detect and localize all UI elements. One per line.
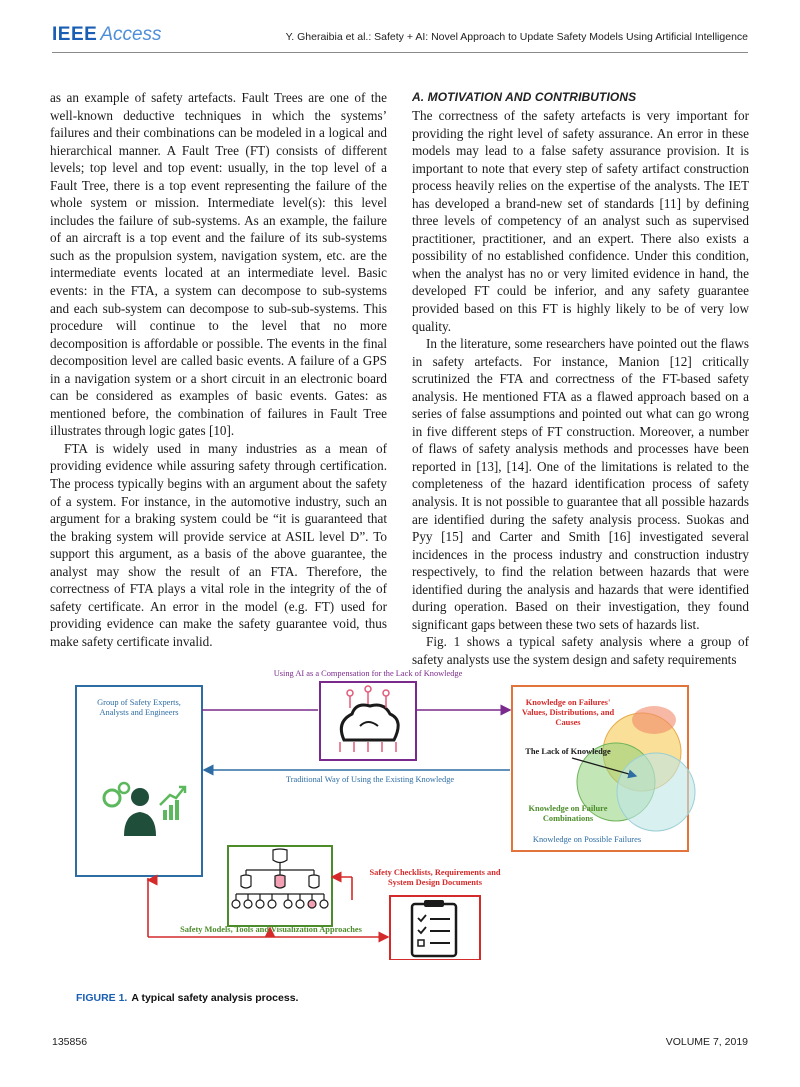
experts-label: Group of Safety Experts, Analysts and Engineers <box>97 698 181 717</box>
right-column <box>412 89 749 669</box>
left-column <box>50 89 387 651</box>
venn-top-region <box>632 706 676 734</box>
figure-1 <box>60 660 753 960</box>
documents-label: Safety Checklists, Requirements and System Design Documents <box>369 868 501 887</box>
page-number: 135856 <box>52 1036 88 1048</box>
paragraph: as an example of safety artefacts. Fault Trees are one of the well-known deductive techniques in which the systems’ failures and their combinations can be modeled in a logical and hierarchical manner. A Fault Tree (FT) consists of different levels; top level and top event: usually, in the top level of a Fault Tree, there is a top event representing the failure of the whole system or mission. Intermediate level(s): this level includes the failure of sub-systems. As an example, the failure of an aircraft is a top event and the failure of its sub-systems such as the propulsion system, navigation system, etc. are the intermediate events located at an intermediate level. Basic events: in the FTA, a system can decompose to sub-systems and each sub-system can decompose to sub-sub-systems. This procedure will continue to the level that no more decomposition is affordable or possible. The events in the final decomposition level are called basic events. A failure of a GPS in a navigation system or a short circuit in an electronic board can be considered as examples of basic events. Gates: as mentioned before, the combination of failures in Fault Tree illustrates through logic gates [10]. <box>50 90 387 439</box>
running-title: Y. Gheraibia et al.: Safety + AI: Novel Approach to Update Safety Models Using Artificial Intelligence <box>285 31 748 43</box>
paragraph: The correctness of the safety artefacts is very important for providing the right level of safety assurance. An error in these models may lead to a false safety assurance provision. It is important to note that every step of safety artifact construction process heavily relies on the expertise of the analysts. The IET has developed a brand-new set of standards [11] by defining three levels of competency of an analyst such as supervised practitioner, practitioner, and an expert. There also exists a possibility of no established confidence. Under this condition, when the analyst has no or very limited evidence in hand, the developed FT could be inferior, and any safety guarantee provided based on this FT is highly likely to be of very low quality. <box>412 108 749 334</box>
ai-label: Using AI as a Compensation for the Lack of Knowledge <box>273 669 463 678</box>
paragraph: Fig. 1 shows a typical safety analysis where a group of safety analysts use the system design and safety requirements <box>412 634 749 667</box>
header-rule <box>52 52 748 53</box>
journal-logo-ieee: IEEE <box>52 24 98 45</box>
journal-logo-access: Access <box>100 24 162 45</box>
section-heading: A. MOTIVATION AND CONTRIBUTIONS <box>412 90 637 104</box>
models-label: Safety Models, Tools and Visualization Approaches <box>180 925 362 934</box>
venn-label-values: Knowledge on Failures' Values, Distributions, and Causes <box>521 698 615 727</box>
venn-circle-possible <box>617 753 695 831</box>
traditional-label: Traditional Way of Using the Existing Knowledge <box>285 775 455 784</box>
paragraph: In the literature, some researchers have pointed out the flaws in safety artefacts. For instance, Manion [12] critically scrutinized the FTA and correctness of the FT-based safety analysis. He mentioned FTA as a flawed approach based on a series of false assumptions and pointed out what can go wrong in five different steps of FT construction. Moreover, a number of flaws of safety analysis methods and processes have been reported in [13], [14]. One of the limitations is related to the completeness of the hazard identification process of safety analysis. It is not possible to guarantee that all possible hazards are identified during the safety analysis process. Suokas and Pyy [15] and Carter and Smith [16] investigated several incidences in the process industry and construction industry respectively, to find the relation between hazards that were identified during the analysis and hazards that were identified during operation. Based on their investigation, they found significant gaps between these two sets of hazards list. <box>412 336 749 632</box>
checklist-icon <box>412 900 456 956</box>
caption-text: A typical safety analysis process. <box>131 992 299 1004</box>
volume-label: VOLUME 7, 2019 <box>665 1036 748 1048</box>
venn-label-combinations: Knowledge on Failure Combinations <box>528 804 608 823</box>
paragraph: FTA is widely used in many industries as a mean of providing evidence while assuring safety through certification. The process typically begins with an argument about the safety of a system. For instance, in the automotive industry, such an argument for a braking system could be “it is guaranteed that the braking system will provide service at ASIL level D”. To support this argument, as a basis of the above guarantee, the analyst may show the result of an FTA. Therefore, the correctness of FTA plays a vital role in the integrity of the of safety certificate. An error in the model (e.g. FT) used for providing evidence can make the safety guarantee void, thus make safety certificate invalid. <box>50 440 387 649</box>
venn-label-possible: Knowledge on Possible Failures <box>532 835 642 844</box>
figure-caption <box>76 992 298 1004</box>
venn-label-lack: The Lack of Knowledge <box>525 747 611 756</box>
caption-label: FIGURE 1. <box>76 992 128 1004</box>
journal-logo <box>52 24 162 46</box>
